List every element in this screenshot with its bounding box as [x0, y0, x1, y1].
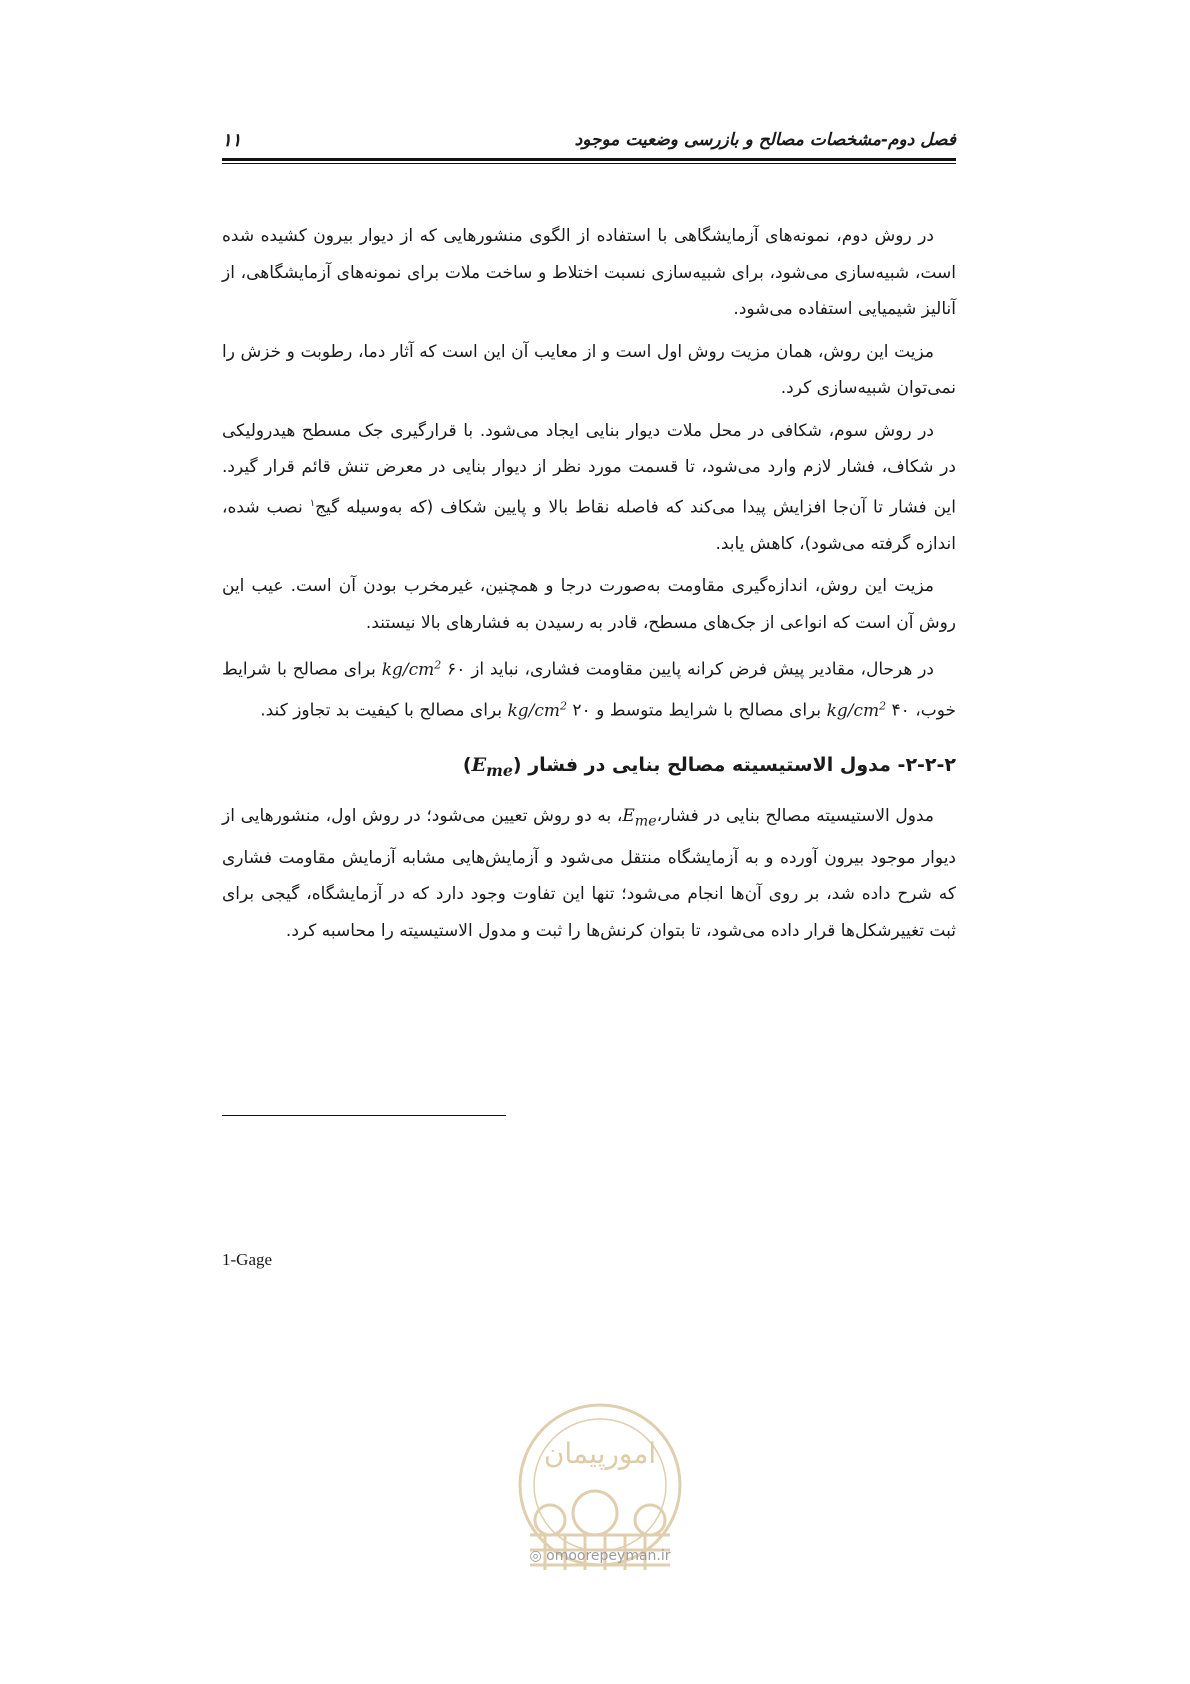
watermark-logo-text: امورپیمان — [543, 1437, 657, 1470]
footnote-reference: ۱ — [309, 497, 316, 509]
paragraph-text: نصب شده، اندازه گرفته می‌شود)، کاهش یابد. — [222, 497, 956, 554]
paragraph-text: در روش سوم، شکافی در محل ملات دیوار بنایی ایجاد می‌شود. با قرارگیری جک مسطح هیدرولیکی در شکاف، فشار لازم وارد می‌شود، تا قسمت مورد نظر از دیوار بنایی در معرض تنش قائم قرار گیرد. این فشار تا آن‌جا افزایش پیدا می‌کند که فاصله نقاط بالا و پایین شکاف (که به‌وسیله گیج — [222, 420, 956, 518]
value: ۶۰ — [447, 659, 466, 680]
unit: $kg/cm^2$ — [507, 699, 568, 721]
paragraph — [222, 798, 956, 949]
section-title: مدول الاستیسیته مصالح بنایی در فشار ( — [512, 754, 898, 777]
paragraph — [222, 413, 956, 563]
symbol: $E_{me}$ — [622, 805, 657, 830]
paragraph-text: برای مصالح با شرایط متوسط و — [590, 700, 827, 721]
paragraph-text: برای مصالح با کیفیت بد تجاوز کند. — [260, 700, 508, 721]
chapter-title: فصل دوم-مشخصات مصالح و بازرسی وضعیت موجود — [574, 130, 956, 150]
page-number: ۱۱ — [222, 130, 242, 151]
value: ۲۰ — [572, 700, 591, 721]
paragraph-text: ، به دو روش تعیین می‌شود؛ در روش اول، منشورهایی از دیوار موجود بیرون آورده و به آزمایشگاه منتقل می‌شود و آزمایش‌هایی مشابه آزمایش مقاومت فشاری که شرح داده شد، بر روی آن‌ها انجام می‌شود؛ تنها این تفاوت وجود دارد که در آزمایشگاه، گیجی برای ثبت تغییرشکل‌ها قرار داده می‌شود، تا بتوان کرنش‌ها را ثبت و مدول الاستیسیته را محاسبه کرد. — [222, 805, 956, 941]
watermark-site-text: omoorepeyman.ir — [546, 1548, 671, 1564]
paragraph-text: برای مصالح با شرایط خوب، — [222, 659, 956, 721]
value: ۴۰ — [891, 700, 910, 721]
watermark-site: ◎ omoorepeyman.ir — [529, 1548, 671, 1564]
page-header — [222, 128, 956, 156]
body-text — [222, 218, 956, 955]
heading-close: ) — [462, 754, 472, 777]
paragraph-text: مدول الاستیسیته مصالح بنایی در فشار، — [656, 805, 934, 826]
watermark-logo — [495, 1385, 705, 1645]
unit: $kg/cm^2$ — [381, 658, 442, 680]
footnote-rule — [222, 1115, 506, 1116]
symbol: $E_{me}$ — [471, 754, 513, 781]
section-number: ۲-۲-۲- — [897, 754, 956, 777]
paragraph: در روش دوم، نمونه‌های آزمایشگاهی با استفاده از الگوی منشورهایی که از دیوار بیرون کشیده شده است، شبیه‌سازی می‌شود، برای شبیه‌سازی نسبت اختلاط و ساخت ملات برای نمونه‌های آزمایشگاهی، از آنالیز شیمیایی استفاده می‌شود. — [222, 226, 956, 319]
footnote: 1-Gage — [222, 1250, 273, 1269]
paragraph: مزیت این روش، اندازه‌گیری مقاومت به‌صورت درجا و همچنین، غیرمخرب بودن آن است. عیب این روش آن است که انواعی از جک‌های مسطح، قادر به رسیدن به فشارهای بالا نیستند. — [222, 576, 956, 633]
section-heading — [222, 747, 956, 789]
unit: $kg/cm^2$ — [826, 699, 887, 721]
paragraph: مزیت این روش، همان مزیت روش اول است و از معایب آن این است که آثار دما، رطوبت و خزش را نمی‌توان شبیه‌سازی کرد. — [222, 341, 956, 398]
paragraph — [222, 647, 956, 729]
header-rule-thin — [222, 163, 956, 164]
header-rule-thick — [222, 158, 956, 161]
paragraph-text: در هرحال، مقادیر پیش فرض کرانه پایین مقاومت فشاری، نباید از — [465, 659, 934, 680]
